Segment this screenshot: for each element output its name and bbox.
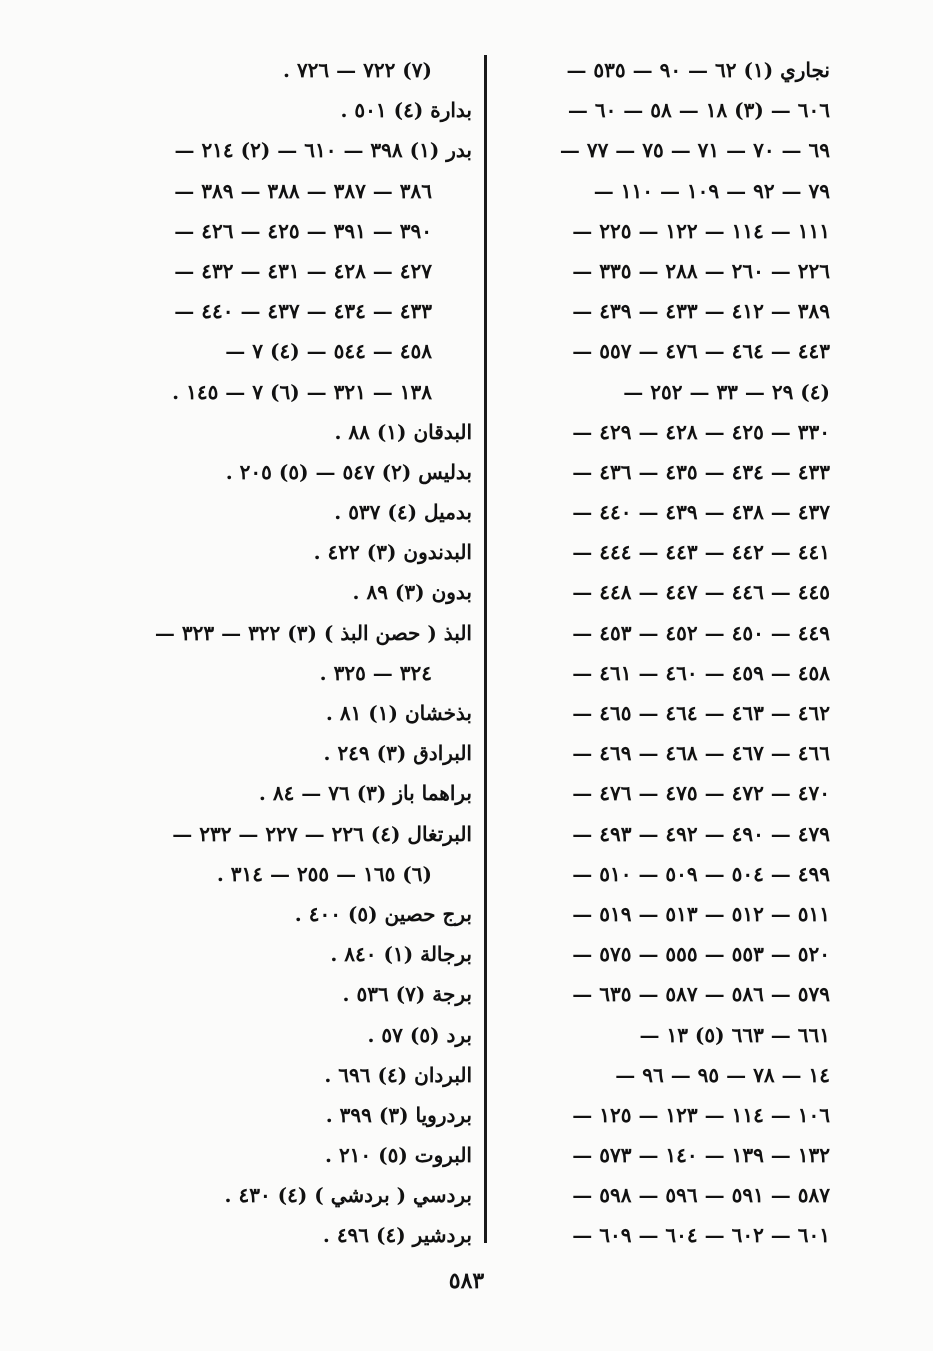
index-entry: برد (٥) ٥٧ . [367, 1022, 472, 1047]
index-line: ٥٧٩ — ٥٨٦ — ٥٨٧ — ٦٣٥ — [572, 982, 830, 1007]
index-line: ٤٦٢ — ٤٦٣ — ٤٦٤ — ٤٦٥ — [572, 701, 830, 725]
index-line: ٤٧٩ — ٤٩٠ — ٤٩٢ — ٤٩٣ — [572, 821, 830, 846]
index-entry: برجالة (١) ٨٤٠ . [330, 942, 472, 967]
index-entry: البدقان (١) ٨٨ . [334, 419, 472, 444]
index-line: (٧) ٧٢٢ — ٧٢٦ . [283, 58, 432, 82]
index-entry: البذ ( حصن البذ ) (٣) ٣٢٢ — ٣٢٣ — [154, 620, 472, 645]
index-entry: بدر (١) ٣٩٨ — ٦١٠ — (٢) ٢١٤ — [174, 138, 472, 163]
index-line: (٤) ٢٩ — ٣٣ — ٢٥٢ — [623, 379, 830, 404]
index-column-left [110, 50, 472, 1256]
index-line: ٤٤٥ — ٤٤٦ — ٤٤٧ — ٤٤٨ — [572, 580, 830, 605]
index-entry: البرتغال (٤) ٢٢٦ — ٢٢٧ — ٢٣٢ — [172, 821, 472, 846]
index-line: ٤٧٠ — ٤٧٢ — ٤٧٥ — ٤٧٦ — [572, 781, 830, 806]
index-entry: بدارة (٤) ٥٠١ . [340, 98, 472, 123]
index-line: ٤٣٣ — ٤٣٤ — ٤٣٧ — ٤٤٠ — [174, 299, 432, 324]
index-line: ٤٩٩ — ٥٠٤ — ٥٠٩ — ٥١٠ — [572, 861, 830, 886]
index-line: ٦٠٦ — (٣) ١٨ — ٥٨ — ٦٠ — [567, 98, 830, 123]
index-line: ٥٨٧ — ٥٩١ — ٥٩٦ — ٥٩٨ — [572, 1183, 830, 1208]
index-line: ٦٩ — ٧٠ — ٧١ — ٧٥ — ٧٧ — [559, 138, 830, 163]
index-entry: برجة (٧) ٥٣٦ . [342, 982, 472, 1007]
index-line: ١٣٨ — ٣٢١ — (٦) ٧ — ١٤٥ . [172, 379, 432, 404]
index-line: ١٠٦ — ١١٤ — ١٢٣ — ١٢٥ — [572, 1102, 830, 1127]
index-entry: البردان (٤) ٦٩٦ . [324, 1062, 472, 1087]
index-line: ٦٠١ — ٦٠٢ — ٦٠٤ — ٦٠٩ — [572, 1223, 830, 1248]
index-line: ٤٦٦ — ٤٦٧ — ٤٦٨ — ٤٦٩ — [572, 741, 830, 766]
index-line: ٣٢٤ — ٣٢٥ . [319, 660, 432, 685]
index-line: ٣٩٠ — ٣٩١ — ٤٢٥ — ٤٢٦ — [174, 218, 432, 243]
index-entry: برج حصين (٥) ٤٠٠ . [294, 901, 472, 926]
index-line: ٤٤١ — ٤٤٢ — ٤٤٣ — ٤٤٤ — [572, 540, 830, 565]
index-entry: بردشير (٤) ٤٩٦ . [322, 1223, 472, 1248]
index-line: ٤٥٨ — ٤٥٩ — ٤٦٠ — ٤٦١ — [572, 660, 830, 685]
index-line: ٤٢٧ — ٤٢٨ — ٤٣١ — ٤٣٢ — [174, 258, 432, 283]
index-entry: بذخشان (١) ٨١ . [325, 701, 472, 725]
index-line: ٧٩ — ٩٢ — ١٠٩ — ١١٠ — [593, 178, 830, 203]
page-number: ٥٨٣ [448, 1268, 485, 1294]
column-divider [484, 55, 487, 1243]
index-line: ٤٣٣ — ٤٣٤ — ٤٣٥ — ٤٣٦ — [572, 459, 830, 484]
index-line: ٣٨٦ — ٣٨٧ — ٣٨٨ — ٣٨٩ — [174, 178, 432, 203]
index-entry: بردسي ( بردشي ) (٤) ٤٣٠ . [224, 1183, 472, 1208]
index-entry: البروت (٥) ٢١٠ . [325, 1143, 472, 1168]
index-line: ٤٣٧ — ٤٣٨ — ٤٣٩ — ٤٤٠ — [572, 500, 830, 525]
index-entry: البدندون (٣) ٤٢٢ . [313, 540, 472, 565]
index-entry: بدليس (٢) ٥٤٧ — (٥) ٢٠٥ . [225, 459, 472, 484]
index-line: ٥٢٠ — ٥٥٣ — ٥٥٥ — ٥٧٥ — [572, 942, 830, 967]
index-entry: براهما باز (٣) ٧٦ — ٨٤ . [258, 781, 472, 806]
index-entry: بدميل (٤) ٥٣٧ . [334, 500, 472, 525]
index-line: ٤٤٩ — ٤٥٠ — ٤٥٢ — ٤٥٣ — [572, 620, 830, 645]
index-line: ٤٤٣ — ٤٦٤ — ٤٧٦ — ٥٥٧ — [572, 339, 830, 364]
index-entry: البرادق (٣) ٢٤٩ . [323, 741, 472, 766]
index-line: ٣٣٠ — ٤٢٥ — ٤٢٨ — ٤٢٩ — [572, 419, 830, 444]
index-line: ٢٢٦ — ٢٦٠ — ٢٨٨ — ٣٣٥ — [572, 258, 830, 283]
index-line: ٣٨٩ — ٤١٢ — ٤٣٣ — ٤٣٩ — [572, 299, 830, 324]
index-entry: بردرويا (٣) ٣٩٩ . [325, 1102, 472, 1127]
index-line: نجاري (١) ٦٢ — ٩٠ — ٥٣٥ — [566, 58, 830, 82]
index-entry: بدون (٣) ٨٩ . [352, 580, 472, 605]
index-line: ٦٦١ — ٦٦٣ (٥) ١٣ — [639, 1022, 830, 1047]
index-line: ١٤ — ٧٨ — ٩٥ — ٩٦ — [615, 1062, 830, 1087]
index-line: (٦) ١٦٥ — ٢٥٥ — ٣١٤ . [216, 861, 432, 886]
index-column-right [500, 50, 830, 1256]
index-line: ٤٥٨ — ٥٤٤ — (٤) ٧ — [225, 339, 432, 364]
index-line: ١٣٢ — ١٣٩ — ١٤٠ — ٥٧٣ — [572, 1143, 830, 1168]
index-line: ١١١ — ١١٤ — ١٢٢ — ٢٢٥ — [572, 218, 830, 243]
index-line: ٥١١ — ٥١٢ — ٥١٣ — ٥١٩ — [572, 901, 830, 926]
